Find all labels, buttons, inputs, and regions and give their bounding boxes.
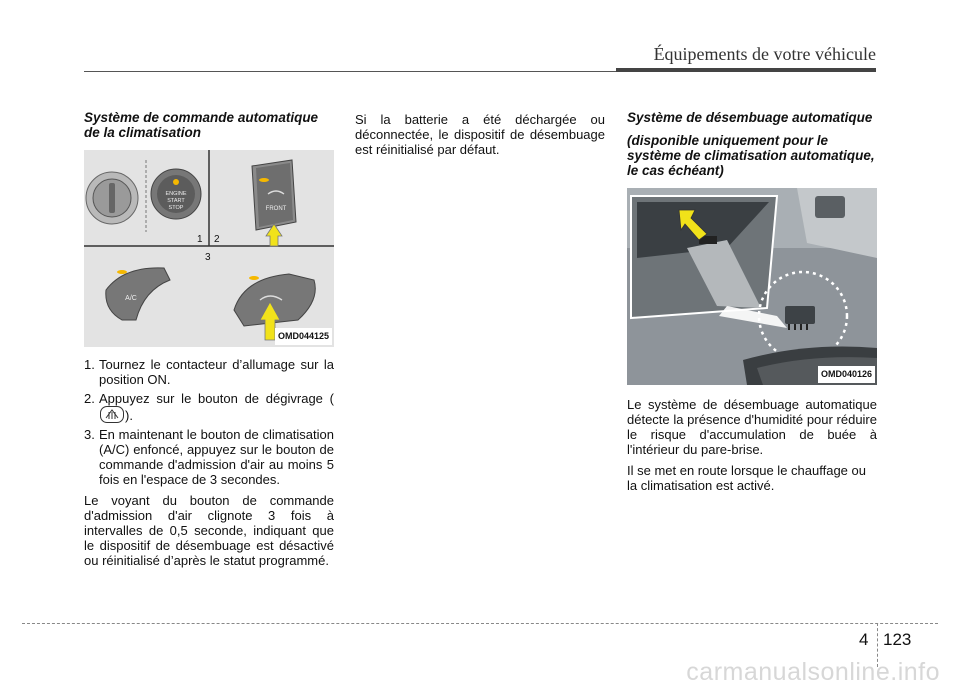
- figure-climate-controls: [84, 150, 334, 347]
- running-header-title: Équipements de votre véhicule: [653, 44, 876, 64]
- figure-code: OMD040126: [818, 366, 875, 383]
- climate-controls-illustration: [84, 150, 334, 347]
- column-right: [627, 110, 877, 499]
- chapter-number: 4: [859, 630, 869, 649]
- page-number: 123: [883, 630, 912, 649]
- svg-text:FRONT: FRONT: [265, 206, 287, 212]
- svg-text:STOP: STOP: [168, 205, 184, 211]
- defog-sensor-illustration: [627, 188, 877, 385]
- paragraph-indicator-blink: Le voyant du bouton de commande d'admission d'air clignote 3 fois à intervalles de 0,5 seconde, indiquant que le dispositif de désembuage est désactivé ou réinitialisé d’après le statut programmé.: [84, 493, 334, 568]
- callout-3: 3: [205, 252, 211, 263]
- column-left: [84, 110, 334, 574]
- svg-text:START: START: [167, 198, 185, 204]
- step-item: 3. En maintenant le bouton de climatisation (A/C) enfoncé, appuyez sur le bouton de commande d'admission d'air au moins 5 fois en l'espace de 3 secondes.: [84, 427, 334, 487]
- figure-code: OMD044125: [275, 328, 332, 345]
- step-item: 2. Appuyez sur le bouton de dégivrage ( ).: [84, 391, 334, 423]
- header-rule-accent: [616, 68, 876, 72]
- paragraph-auto-defog-activation: Il se met en route lorsque le chauffage ou la climatisation est activé.: [627, 463, 866, 493]
- watermark-text: carmanualsonline.info: [686, 658, 940, 686]
- section-heading-climate-control: Système de commande automatique de la climatisation: [84, 110, 319, 140]
- section-heading-auto-defog: Système de désembuage automatique: [627, 110, 873, 125]
- paragraph-battery-reset: Si la batterie a été déchargée ou déconnectée, le dispositif de désembuage est réinitialisé par défaut.: [355, 112, 605, 157]
- column-middle: [355, 110, 605, 163]
- callout-1: 1: [197, 234, 203, 245]
- rear-defrost-icon: [100, 406, 124, 423]
- step-item: 1. Tournez le contacteur d’allumage sur la position ON.: [84, 357, 334, 387]
- figure-defog-sensor: [627, 188, 877, 385]
- callout-2: 2: [214, 234, 220, 245]
- section-subheading-availability: (disponible uniquement pour le système de climatisation automatique, le cas échéant): [627, 133, 875, 178]
- svg-text:ENGINE: ENGINE: [165, 191, 187, 197]
- paragraph-auto-defog-detects: Le système de désembuage automatique détecte la présence d'humidité pour réduire le risque d'accumulation de buée à l'intérieur du pare-brise.: [627, 397, 877, 457]
- svg-text:A/C: A/C: [125, 295, 137, 302]
- steps-list: [84, 357, 334, 487]
- footer-rule: [22, 623, 938, 624]
